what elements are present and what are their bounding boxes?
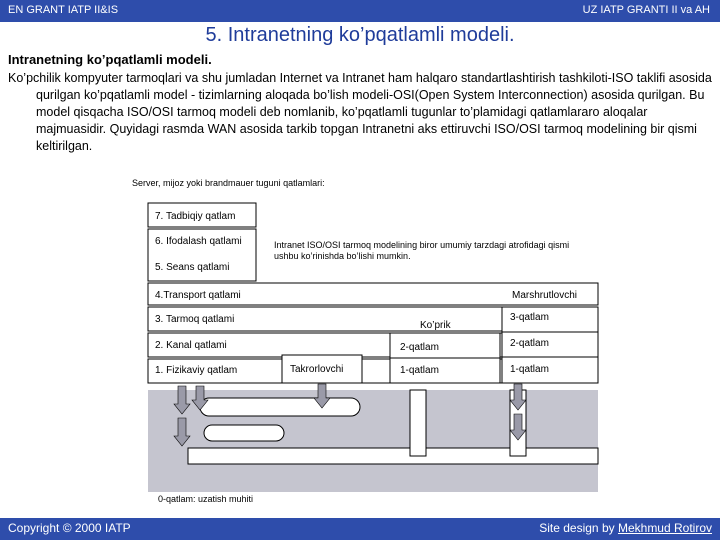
section-heading: Intranetning ko’pqatlamli modeli. (8, 52, 212, 67)
bridge-layer-1: 1-qatlam (400, 365, 439, 376)
header-right: UZ IATP GRANTI II va AH (582, 4, 710, 16)
slide-title: 5. Intranetning ko’pqatlamli modeli. (205, 24, 515, 46)
router-label: Marshrutlovchi (512, 290, 578, 301)
credit (539, 521, 712, 535)
footer-bar (0, 518, 720, 540)
credit-prefix: Site design by (539, 521, 615, 535)
bridge-layer-2: 2-qatlam (400, 342, 439, 353)
copyright: Copyright © 2000 IATP (8, 521, 131, 535)
layer-3: 3. Tarmoq qatlami (155, 314, 235, 325)
layer-1: 1. Fizikaviy qatlam (155, 365, 238, 376)
router-layer-2: 2-qatlam (510, 338, 549, 349)
bridge-label: Ko’prik (420, 320, 451, 331)
layer-6: 6. Ifodalash qatlami (155, 236, 242, 247)
paragraph-text: Ko’pchilik kompyuter tarmoqlari va shu jumladan Internet va Intranet ham halqaro standartlashtirish tashkiloti-ISO taklifi asosida qurilgan ko’pqatlamli model - tizimlarning aloqada bo’lish modeli-OSI(Open System Interconnection) asosida qurilgan. Bu model qisqacha ISO/OSI tarmoq modeli deb nomlanib, ko’pqatlamli tugunlar to’plamidagi qatlamlararo aloqalar majmuasidir. Quyidagi rasmda WAN asosida tarkib topgan Intranetni aks ettiruvchi ISO/OSI tarmoq modelining bir qismi keltirilgan. (8, 71, 712, 153)
layer-5: 5. Seans qatlami (155, 262, 230, 273)
layer-7: 7. Tadbiqiy qatlam (155, 211, 236, 222)
diagram-note: Intranet ISO/OSI tarmoq modelining biror umumiy tarzdagi atrofidagi qismi ushbu ko’rinishda bo’lishi mumkin. (274, 240, 570, 261)
header-left: EN GRANT IATP II&IS (8, 4, 119, 16)
router-layer-3: 3-qatlam (510, 312, 549, 323)
layer-4: 4.Transport qatlami (155, 290, 241, 301)
repeater-label: Takrorlovchi (290, 364, 344, 375)
credit-link[interactable]: Mekhmud Rotirov (617, 521, 712, 535)
router-layer-1: 1-qatlam (510, 364, 549, 375)
layer-2: 2. Kanal qatlami (155, 340, 227, 351)
medium-label: 0-qatlam: uzatish muhiti (158, 494, 254, 504)
server-label: Server, mijoz yoki brandmauer tuguni qatlamlari: (132, 178, 325, 188)
